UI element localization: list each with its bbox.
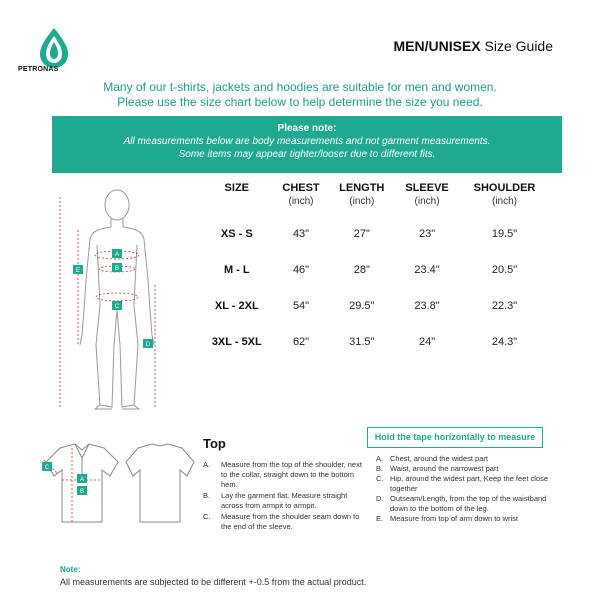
cell-length: 31.5" — [349, 336, 375, 348]
item-text: Measure from top of arm down to wrist — [390, 514, 518, 523]
cell-length: 28" — [353, 264, 370, 276]
size-table — [200, 182, 550, 360]
shirt-label-a: A — [79, 477, 85, 483]
table-row — [200, 288, 550, 324]
header-size-label: SIZE — [224, 182, 249, 194]
figure-label-a: A — [114, 252, 120, 258]
table-header-row — [200, 182, 550, 216]
cell-sleeve: 23" — [418, 228, 436, 240]
banner-heading: Please note: — [277, 123, 337, 134]
list-item — [376, 494, 556, 514]
figure-label-e: E — [75, 268, 81, 274]
cell-chest: 46" — [292, 264, 310, 276]
list-item — [376, 454, 556, 464]
figure-label-d: D — [145, 342, 151, 348]
table-row — [200, 216, 550, 252]
cell-sleeve: 24" — [418, 336, 436, 348]
list-item — [203, 491, 363, 511]
brand-name: PETRONAS — [18, 66, 59, 73]
header-chest-label: CHEST — [282, 182, 320, 194]
header-sleeve-label: SLEEVE — [405, 182, 449, 194]
item-text: Waist, around the narrowest part — [390, 464, 499, 473]
cell-shoulder: 22.3" — [491, 300, 518, 312]
cell-sleeve: 23.8" — [414, 300, 440, 312]
header-length — [328, 182, 395, 216]
item-letter: E. — [376, 514, 384, 523]
header-shoulder-label: SHOULDER — [473, 182, 536, 194]
item-letter: B. — [376, 464, 384, 473]
item-text: Measure from the top of the shoulder, next to the collar, straight down to the bottom hem. — [221, 460, 362, 489]
item-text: Chest, around the widest part — [390, 454, 488, 463]
footer-note-label: Note: — [60, 565, 81, 574]
page-title — [394, 38, 554, 54]
header-chest — [274, 182, 329, 216]
header-sleeve — [395, 182, 459, 216]
item-letter: A. — [203, 460, 211, 469]
shirt-label-c: C — [44, 465, 50, 471]
header-chest-unit: (inch) — [288, 196, 314, 207]
cell-shoulder: 24.3" — [491, 336, 518, 348]
intro-line-1: Many of our t-shirts, jackets and hoodies are suitable for men and women. — [103, 80, 497, 94]
top-instructions-list — [203, 460, 363, 533]
cell-size: M - L — [223, 264, 250, 276]
top-section-title: Top — [203, 436, 226, 451]
intro-text — [40, 80, 560, 110]
cell-shoulder: 20.5" — [491, 264, 518, 276]
body-figure — [0, 185, 190, 425]
page-title-rest: Size Guide — [480, 38, 553, 54]
header-sleeve-unit: (inch) — [414, 196, 440, 207]
header-shoulder-unit: (inch) — [492, 196, 518, 207]
cell-length: 27" — [353, 228, 370, 240]
item-text: Measure from the shoulder seam down to the end of the sleeve. — [221, 512, 360, 531]
header-length-unit: (inch) — [349, 196, 375, 207]
table-row — [200, 324, 550, 360]
item-text: Hip, around the widest part, Keep the feet close together — [390, 474, 549, 493]
cell-size: XS - S — [220, 228, 253, 240]
figure-label-b: B — [114, 266, 120, 272]
banner-line-1: All measurements below are body measurements and not garment measurements. — [123, 136, 491, 147]
list-item — [203, 460, 363, 490]
shirt-figure — [30, 440, 195, 530]
measurement-list — [376, 454, 556, 524]
header-length-label: LENGTH — [339, 182, 385, 194]
item-letter: A. — [376, 454, 384, 463]
item-text: Lay the garment flat. Measure straight across from armpit to armpit. — [221, 491, 348, 510]
note-banner — [52, 116, 562, 173]
list-item — [376, 474, 556, 494]
shirt-label-b: B — [79, 489, 85, 495]
intro-line-2: Please use the size chart below to help determine the size you need. — [117, 95, 483, 109]
footer-note-text: All measurements are subjected to be different +-0.5 from the actual product. — [60, 577, 367, 587]
cell-chest: 54" — [292, 300, 310, 312]
cell-sleeve: 23.4" — [414, 264, 440, 276]
page-title-bold: MEN/UNISEX — [393, 38, 481, 54]
item-text: Outseam/Length, from the top of the waistband down to the bottom of the leg. — [390, 494, 547, 513]
header-size — [200, 182, 274, 216]
cell-chest: 62" — [292, 336, 310, 348]
figure-label-c: C — [114, 304, 120, 310]
item-letter: C. — [376, 474, 384, 483]
list-item — [376, 464, 556, 474]
cell-size: XL - 2XL — [214, 300, 259, 312]
list-item — [203, 512, 363, 532]
cell-size: 3XL - 5XL — [211, 336, 262, 348]
cell-chest: 43" — [292, 228, 310, 240]
item-letter: C. — [203, 512, 211, 521]
header-shoulder — [459, 182, 550, 216]
table-row — [200, 252, 550, 288]
item-letter: B. — [203, 491, 211, 500]
banner-line-2: Some items may appear tighter/looser due to different fits. — [178, 149, 436, 160]
list-item — [376, 514, 556, 524]
cell-shoulder: 19.5" — [491, 228, 518, 240]
cell-length: 29.5" — [349, 300, 375, 312]
tape-instruction-box: Hold the tape horizontally to measure — [367, 427, 543, 448]
item-letter: D. — [376, 494, 384, 503]
